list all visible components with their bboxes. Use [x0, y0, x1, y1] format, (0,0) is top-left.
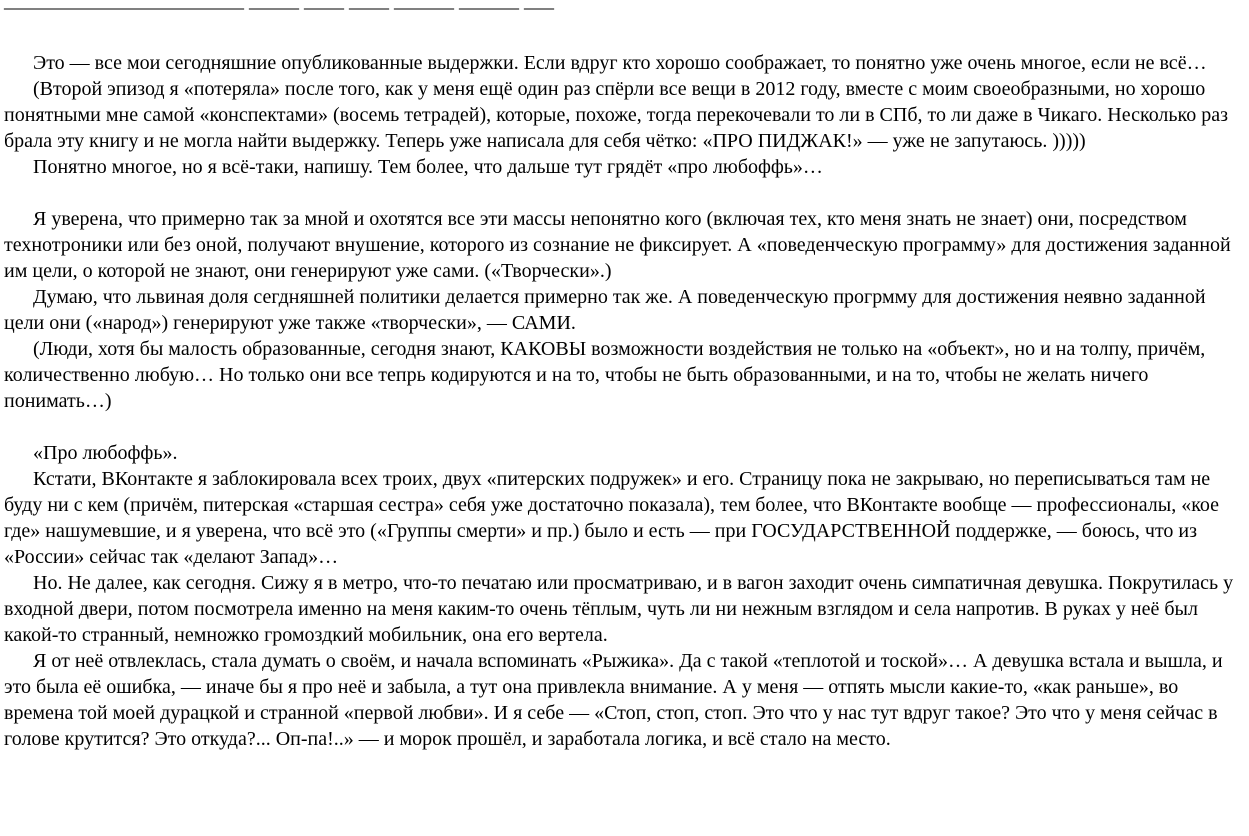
- paragraph: «Про любоффь».: [33, 442, 178, 464]
- paragraph: (Люди, хотя бы малость образованные, сегодня знают, КАКОВЫ возможности воздействия не только на «объект», но и на толпу, причём, количественно любую… Но только они все тепрь кодируются и на то, чтобы не быть образованными, и на то, чтобы не желать ничего понимать…): [4, 338, 1206, 412]
- paragraph: Я уверена, что примерно так за мной и охотятся все эти массы непонятно кого (включая тех, кто меня знать не знает) они, посредством технотроники или без оной, получают внушение, которого из сознание не фиксирует. А «поведенческую программу» для достижения заданной им цели, о которой не знают, они генерируют уже сами. («Творчески».): [4, 208, 1231, 282]
- paragraph: Это — все мои сегодняшние опубликованные выдержки. Если вдруг кто хорошо соображает, то понятно уже очень многое, если не всё…: [33, 52, 1207, 74]
- text-block-intro: [4, 50, 1239, 180]
- paragraph: Но. Не далее, как сегодня. Сижу я в метро, что-то печатаю или просматриваю, и в вагон заходит очень симпатичная девушка. Покрутилась у входной двери, потом посмотрела именно на меня каким-то очень тёплым, чуть ли ни нежным взглядом и села напротив. В руках у неё был какой-то странный, немножко громоздкий мобильник, она его вертела.: [4, 572, 1234, 646]
- paragraph: Думаю, что львиная доля сегдняшней политики делается примерно так же. А поведенческую прогрмму для достижения неявно заданной цели они («народ») генерируют уже также «творчески», — САМИ.: [4, 286, 1206, 334]
- paragraph: Я от неё отвлеклась, стала думать о своём, и начала вспоминать «Рыжика». Да с такой «теплотой и тоской»… А девушка встала и вышла, и это была её ошибка, — иначе бы я про неё и забыла, а тут она привлекла внимание. А у меня — отпять мысли какие-то, «как раньше», во времена той моей дурацкой и странной «первой любви». И я себе — «Стоп, стоп, стоп. Это что у нас тут вдруг такое? Это что у меня сейчас в голове крутится? Это откуда?... Оп-па!..» — и морок прошёл, и заработала логика, и всё стало на место.: [4, 650, 1223, 750]
- paragraph: Понятно многое, но я всё-таки, напишу. Тем более, что дальше тут грядёт «про любоффь»…: [33, 156, 823, 178]
- text-block-pro-lyuboff: [4, 440, 1239, 752]
- paragraph: (Второй эпизод я «потеряла» после того, как у меня ещё один раз спёрли все вещи в 2012 году, вместе с моим своеобразными, но хорошо понятными мне самой «конспектами» (восемь тетрадей), которые, похоже, тогда перекочевали то ли в СПб, то ли даже в Чикаго. Несколько раз брала эту книгу и не могла найти выдержку. Теперь уже написала для себя чётко: «ПРО ПИДЖАК!» — уже не запутаюсь. ))))): [4, 78, 1229, 152]
- text-block-middle: [4, 206, 1239, 414]
- paragraph: Кстати, ВКонтакте я заблокировала всех троих, двух «питерских подружек» и его. Страницу пока не закрываю, но переписываться там не буду ни с кем (причём, питерская «старшая сестра» себя уже достаточно показала), тем более, что ВКонтакте вообще — профессионалы, «кое где» нашумевшие, и я уверена, что всё это («Группы смерти» и пр.) было и есть — при ГОСУДАРСТВЕННОЙ поддержке, — боюсь, что из «России» сейчас так «делают Запад»…: [4, 468, 1220, 568]
- separator-line: ________________________ _____ ____ ____ ______ ______ ___: [4, 0, 554, 12]
